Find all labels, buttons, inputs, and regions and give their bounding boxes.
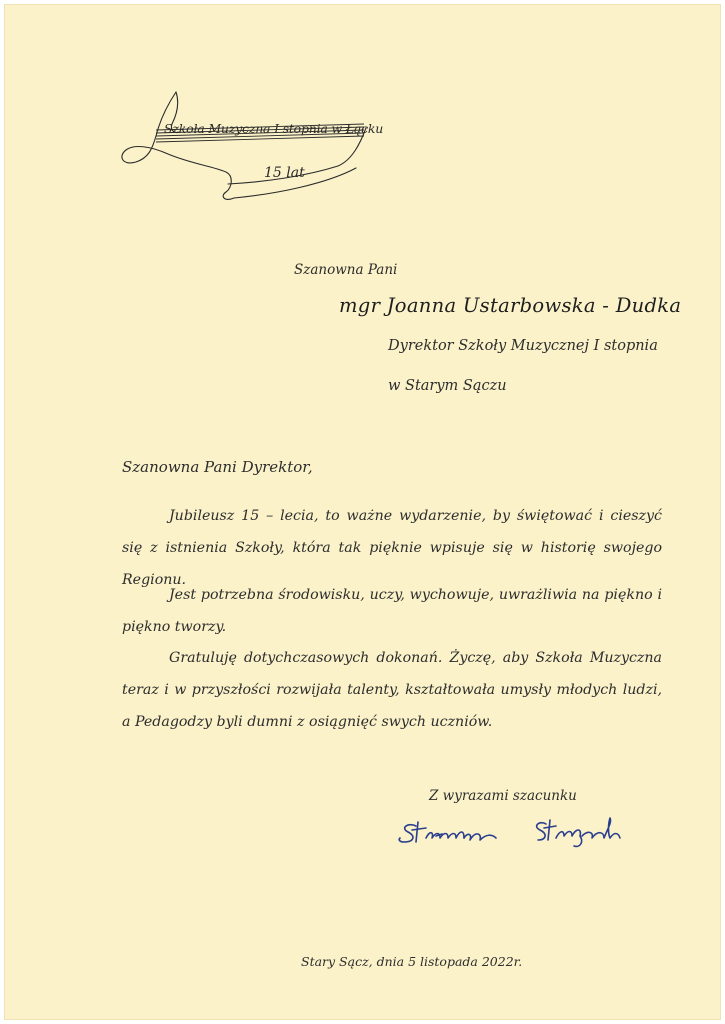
letter-page — [4, 4, 721, 1020]
body-paragraph-3: Gratuluję dotychczasowych dokonań. Życzę, aby Szkoła Muzyczna teraz i w przyszłości rozwijała talenty, kształtowała umysły młodych ludzi, a Pedagodzy byli dumni z osiągnięć swych uczniów. — [122, 650, 662, 730]
recipient-title: Dyrektor Szkoły Muzycznej I stopnia — [388, 338, 658, 354]
recipient-name: mgr Joanna Ustarbowska - Dudka — [339, 294, 682, 317]
date-place: Stary Sącz, dnia 5 listopada 2022r. — [301, 954, 523, 969]
letter-greeting: Szanowna Pani Dyrektor, — [122, 458, 313, 476]
school-name-text: Szkoła Muzyczna I stopnia w Łącku — [164, 121, 384, 136]
recipient-place: w Starym Sączu — [388, 378, 507, 394]
handwritten-signature — [396, 812, 636, 852]
treble-clef-staff-icon — [116, 84, 376, 206]
signature-icon — [396, 812, 636, 852]
school-logo — [116, 84, 384, 206]
closing-text: Z wyrazami szacunku — [429, 788, 577, 804]
body-paragraph-2: Jest potrzebna środowisku, uczy, wychowuje, uwrażliwia na piękno i piękno tworzy. — [122, 587, 662, 635]
body-paragraph-1: Jubileusz 15 – lecia, to ważne wydarzenie, by świętować i cieszyć się z istnienia Szkoły, która tak pięknie wpisuje się w historię swojego Regionu. — [122, 508, 662, 588]
anniversary-text: 15 lat — [264, 165, 305, 181]
recipient-salutation: Szanowna Pani — [294, 262, 398, 278]
